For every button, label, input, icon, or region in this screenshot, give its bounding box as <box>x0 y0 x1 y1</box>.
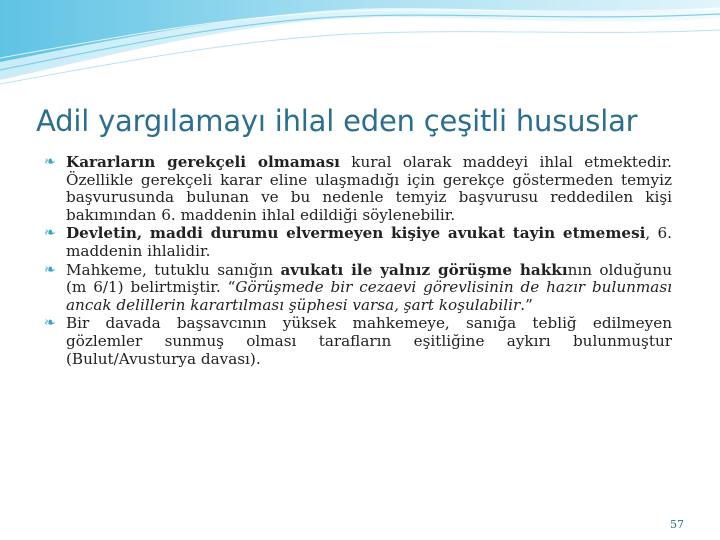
bullet-1-bold: Kararların gerekçeli olmaması <box>66 153 340 171</box>
bullet-item-2 <box>44 225 672 260</box>
slide-title: Adil yargılamayı ihlal eden çeşitli hususlar <box>36 104 638 138</box>
bullet-3-mid: nın olduğunu (m 6/1) belirtmiştir. “ <box>66 260 672 297</box>
bullet-2-bold: Devletin, maddi durumu elvermeyen kişiye avukat tayin etmemesi <box>66 224 646 243</box>
leaf-bullet-icon: ❧ <box>44 315 56 332</box>
page-number: 57 <box>670 518 684 531</box>
leaf-bullet-icon: ❧ <box>44 261 56 278</box>
bullet-item-4 <box>44 315 672 368</box>
leaf-bullet-icon: ❧ <box>44 225 56 242</box>
bullet-1-text: kural olarak maddeyi ihlal etmektedir. Özellikle gerekçeli karar eline ulaşmadığı için gerekçe göstermeden temyiz başvurusunda bulunan ve bu nedenle temyiz başvurusu reddedilen kişi bakımından 6. maddenin ihlal edildiği söylenebilir. <box>66 153 673 224</box>
bullet-3-post: .” <box>520 295 533 314</box>
bullet-4-text: Bir davada başsavcının yüksek mahkemeye, sanığa tebliğ edilmeyen gözlemler sunmuş olması tarafların eşitliğine aykırı bulunmuştur (Bulut/Avusturya davası). <box>66 314 672 368</box>
leaf-bullet-icon: ❧ <box>44 154 56 170</box>
bullet-item-1 <box>44 154 672 224</box>
bullet-3-italic: Görüşmede bir cezaevi görevlisinin de hazır bulunması ancak delillerin karartılması şüphesi varsa, şart koşulabilir <box>66 278 672 314</box>
bullet-list <box>44 154 672 369</box>
header-wave-decoration <box>0 0 720 90</box>
bullet-item-3 <box>44 262 672 315</box>
bullet-2-text: , 6. maddenin ihlalidir. <box>66 224 672 260</box>
bullet-3-bold: avukatı ile yalnız görüşme hakkı <box>280 260 568 279</box>
bullet-3-pre: Mahkeme, tutuklu sanığın <box>66 260 281 279</box>
